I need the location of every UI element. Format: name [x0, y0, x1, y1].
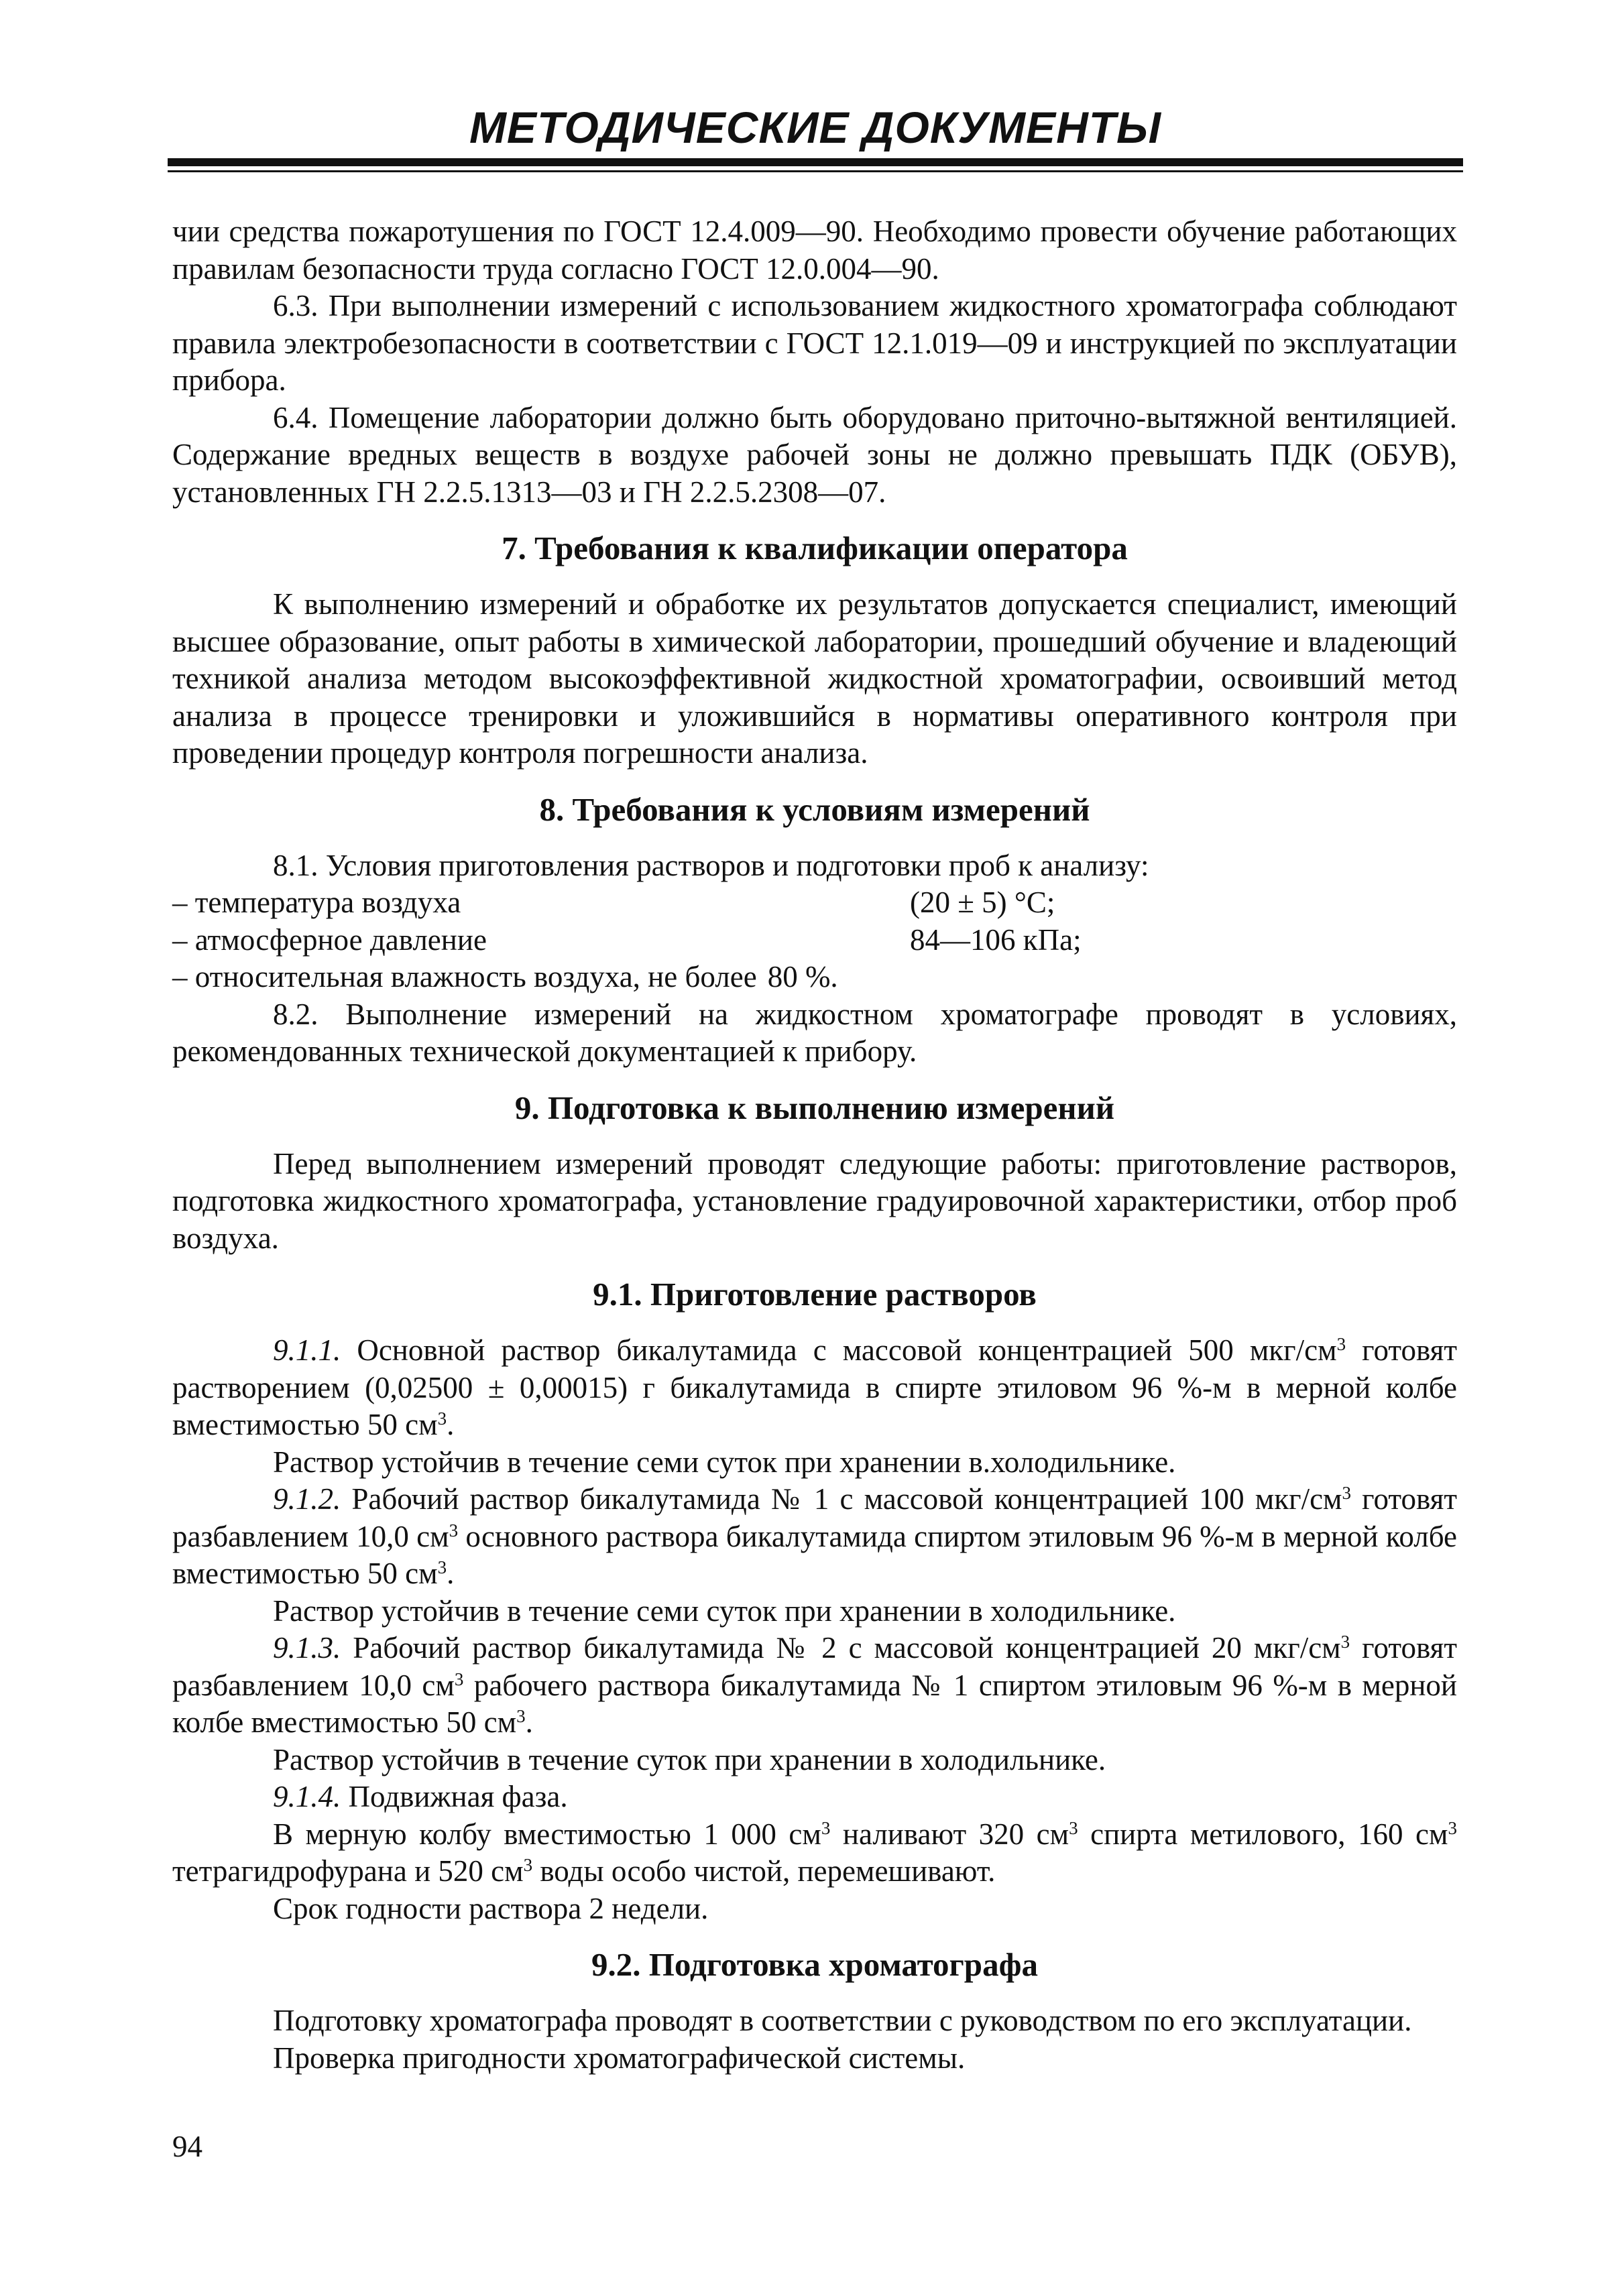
section-9-2-paragraph: Проверка пригодности хроматографической системы.	[273, 2041, 966, 2075]
paragraph-6-3: 6.3. При выполнении измерений с использованием жидкостного хроматографа соблюдают правила электробезопасности в соответствии с ГОСТ 12.1.019—09 и инструкцией по эксплуатации прибора.	[172, 289, 1457, 397]
paragraph-9-1-2: 9.1.2. Рабочий раствор бикалутамида № 1 с массовой концентрацией 100 мкг/$см^3$ готовят разбавлением 10,0 $см^3$ основного раствора бикалутамида спиртом этиловым 96 %-м в мерной колбе вместимостью 50 $см^3$.	[172, 1482, 1457, 1590]
paragraph-9-1-1: 9.1.1. Основной раствор бикалутамида с массовой концентрацией 500 мкг/$см^3$ готовят растворением (0,02500 ± 0,00015) г бикалутамида в спирте этиловом 96 %-м в мерной колбе вместимостью 50 $см^3$.	[172, 1333, 1457, 1441]
header-rule-thick	[168, 158, 1463, 166]
running-header	[168, 101, 1463, 172]
page-number: 94	[172, 2130, 202, 2163]
condition-value: 84—106 кПа;	[910, 922, 1082, 957]
section-9-2-heading: 9.2. Подготовка хроматографа	[591, 1946, 1038, 1983]
condition-row	[172, 884, 1457, 922]
condition-value: 80 %.	[767, 960, 838, 993]
clause-number: 9.1.3.	[273, 1631, 341, 1665]
section-7-paragraph: К выполнению измерений и обработке их результатов допускается специалист, имеющий высшее образование, опыт работы в химической лаборатории, прошедший обучение и владеющий техникой анализа методом высокоэффективной жидкостной хроматографии, освоивший метод анализа в процессе тренировки и уложившийся в нормативы оперативного контроля при проведении процедур контроля погрешности анализа.	[172, 587, 1457, 770]
clause-number: 9.1.1.	[273, 1333, 341, 1367]
section-9-paragraph: Перед выполнением измерений проводят следующие работы: приготовление растворов, подготовка жидкостного хроматографа, установление градуировочной характеристики, отбор проб воздуха.	[172, 1146, 1457, 1255]
section-9-heading: 9. Подготовка к выполнению измерений	[514, 1089, 1115, 1126]
condition-row	[172, 959, 1457, 996]
stability-note: Раствор устойчив в течение суток при хранении в холодильнике.	[273, 1742, 1106, 1776]
running-header-title: МЕТОДИЧЕСКИЕ ДОКУМЕНТЫ	[469, 103, 1162, 152]
paragraph-9-1-3: 9.1.3. Рабочий раствор бикалутамида № 2 с массовой концентрацией 20 мкг/$см^3$ готовят разбавлением 10,0 $см^3$ рабочего раствора бикалутамида № 1 спиртом этиловым 96 %-м в мерной колбе вместимостью 50 $см^3$.	[172, 1631, 1457, 1739]
condition-value: (20 ± 5) °С;	[910, 886, 1055, 919]
mobile-phase-paragraph: В мерную колбу вместимостью 1 000 $см^3$ наливают 320 $см^3$ спирта метилового, 160 $см^3$ тетрагидрофурана и 520 $см^3$ воды особо чистой, перемешивают.	[172, 1817, 1457, 1888]
paragraph-8-1: 8.1. Условия приготовления растворов и подготовки проб к анализу:	[273, 848, 1149, 882]
paragraph: чии средства пожаротушения по ГОСТ 12.4.009—90. Необходимо провести обучение работающих правилам безопасности труда согласно ГОСТ 12.0.004—90.	[172, 215, 1457, 286]
header-rule-thin	[168, 170, 1463, 172]
section-9-2-paragraph: Подготовку хроматографа проводят в соответствии с руководством по его эксплуатации.	[273, 2004, 1412, 2037]
shelf-life-note: Срок годности раствора 2 недели.	[273, 1891, 709, 1925]
clause-number: 9.1.4.	[273, 1780, 341, 1813]
paragraph-6-4: 6.4. Помещение лаборатории должно быть оборудовано приточно-вытяжной вентиляцией. Содержание вредных веществ в воздухе рабочей зоны не должно превышать ПДК (ОБУВ), установленных ГН 2.2.5.1313—03 и ГН 2.2.5.2308—07.	[172, 400, 1457, 509]
section-9-1-heading: 9.1. Приготовление растворов	[593, 1276, 1037, 1313]
body-text	[172, 213, 1457, 2077]
paragraph-8-2: 8.2. Выполнение измерений на жидкостном хроматографе проводят в условиях, рекомендованных технической документацией к прибору.	[172, 997, 1457, 1068]
section-8-heading: 8. Требования к условиям измерений	[539, 790, 1090, 828]
condition-label: – относительная влажность воздуха, не более	[172, 960, 757, 993]
section-7-heading: 7. Требования к квалификации оператора	[502, 530, 1128, 566]
condition-label: – температура воздуха	[172, 886, 461, 919]
clause-number: 9.1.2.	[273, 1482, 341, 1516]
condition-label: – атмосферное давление	[172, 922, 487, 957]
stability-note: Раствор устойчив в течение семи суток при хранении в холодильнике.	[273, 1593, 1176, 1628]
stability-note: Раствор устойчив в течение семи суток при хранении в.холодильнике.	[273, 1445, 1176, 1479]
condition-row	[172, 922, 1457, 959]
paragraph-9-1-4: 9.1.4. Подвижная фаза.	[273, 1780, 568, 1813]
